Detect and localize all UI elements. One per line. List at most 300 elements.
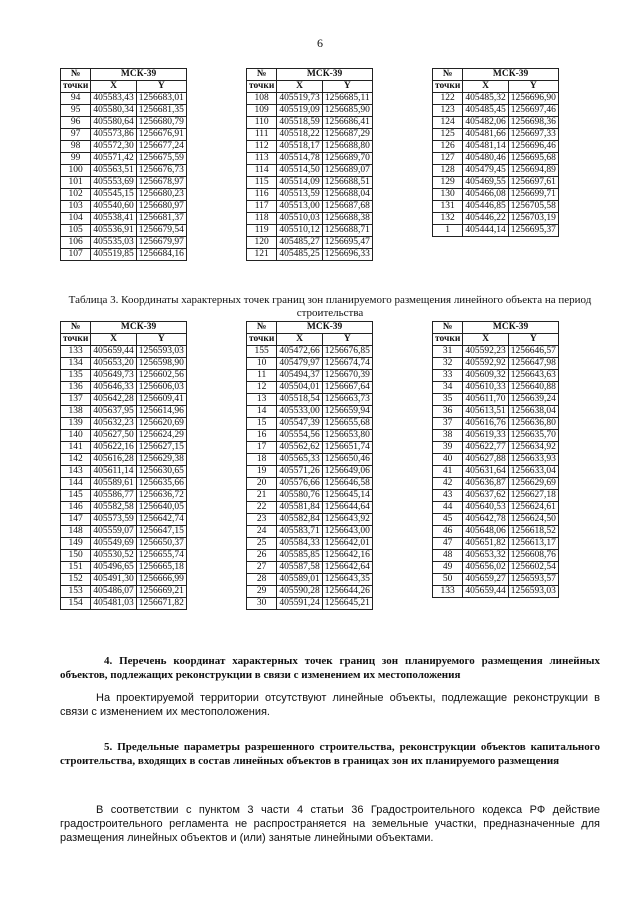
coord-x: 405585,85	[277, 550, 322, 562]
point-number: 152	[61, 574, 91, 586]
table-row	[433, 454, 559, 466]
table-row	[61, 478, 187, 490]
table-row	[247, 93, 373, 105]
coords-table	[432, 321, 559, 598]
coord-y: 1256650,46	[322, 454, 372, 466]
coord-y: 1256593,03	[508, 586, 558, 598]
header-point-label: точки	[247, 81, 277, 93]
table-row	[247, 153, 373, 165]
point-number: 137	[61, 394, 91, 406]
header-x: X	[277, 81, 322, 93]
coord-x: 405580,76	[277, 490, 322, 502]
point-number: 154	[61, 598, 91, 610]
point-number: 10	[247, 358, 277, 370]
section-4-heading: 4. Перечень координат характерных точек границ зон планируемого размещения линейных объектов, подлежащих реконструкции в связи с изменением их местоположения	[60, 655, 600, 681]
header-row	[247, 69, 373, 81]
table-row	[247, 213, 373, 225]
table-row	[247, 346, 373, 358]
table-row	[433, 141, 559, 153]
coord-y: 1256643,00	[322, 526, 372, 538]
coord-x: 405659,44	[91, 346, 136, 358]
coord-y: 1256681,37	[136, 213, 186, 225]
point-number: 119	[247, 225, 277, 237]
point-number: 29	[247, 586, 277, 598]
coord-x: 405514,50	[277, 165, 322, 177]
table-row	[247, 418, 373, 430]
coord-y: 1256642,64	[322, 562, 372, 574]
coord-y: 1256638,04	[508, 406, 558, 418]
coord-y: 1256696,33	[322, 249, 372, 261]
coord-y: 1256680,23	[136, 189, 186, 201]
header-row	[247, 81, 373, 93]
header-row	[247, 334, 373, 346]
coord-x: 405553,69	[91, 177, 136, 189]
table-row	[61, 249, 187, 261]
point-number: 133	[61, 346, 91, 358]
header-row	[61, 69, 187, 81]
coord-y: 1256671,82	[136, 598, 186, 610]
header-point-number: №	[61, 322, 91, 334]
coord-x: 405519,85	[91, 249, 136, 261]
coord-x: 405584,33	[277, 538, 322, 550]
table-row	[247, 586, 373, 598]
coord-x: 405545,15	[91, 189, 136, 201]
point-number: 22	[247, 502, 277, 514]
coord-x: 405642,78	[463, 514, 508, 526]
table-row	[247, 141, 373, 153]
coord-x: 405536,91	[91, 225, 136, 237]
coord-x: 405580,34	[91, 105, 136, 117]
coord-x: 405559,07	[91, 526, 136, 538]
coord-y: 1256688,04	[322, 189, 372, 201]
point-number: 41	[433, 466, 463, 478]
point-number: 135	[61, 370, 91, 382]
coord-x: 405622,16	[91, 442, 136, 454]
coord-y: 1256635,70	[508, 430, 558, 442]
coord-y: 1256618,52	[508, 526, 558, 538]
coord-y: 1256689,70	[322, 153, 372, 165]
table-row	[61, 177, 187, 189]
table-row	[61, 514, 187, 526]
coord-x: 405659,27	[463, 574, 508, 586]
coord-x: 405496,65	[91, 562, 136, 574]
coord-x: 405510,03	[277, 213, 322, 225]
point-number: 19	[247, 466, 277, 478]
coord-x: 405562,62	[277, 442, 322, 454]
point-number: 123	[433, 105, 463, 117]
coord-y: 1256676,73	[136, 165, 186, 177]
table-row	[433, 478, 559, 490]
header-coord-system: МСК-39	[91, 322, 187, 334]
table-row	[61, 165, 187, 177]
coord-y: 1256624,29	[136, 430, 186, 442]
point-number: 120	[247, 237, 277, 249]
header-row	[247, 322, 373, 334]
table-row	[433, 466, 559, 478]
header-point-label: точки	[433, 81, 463, 93]
coord-y: 1256688,80	[322, 141, 372, 153]
point-number: 101	[61, 177, 91, 189]
coord-x: 405582,58	[91, 502, 136, 514]
table-row	[61, 442, 187, 454]
table-row	[433, 189, 559, 201]
coord-x: 405583,43	[91, 93, 136, 105]
point-number: 144	[61, 478, 91, 490]
coord-x: 405591,24	[277, 598, 322, 610]
header-y: Y	[508, 334, 558, 346]
coord-x: 405589,61	[91, 478, 136, 490]
table-row	[433, 586, 559, 598]
coord-x: 405659,44	[463, 586, 508, 598]
coord-x: 405640,53	[463, 502, 508, 514]
coord-y: 1256666,99	[136, 574, 186, 586]
header-coord-system: МСК-39	[277, 69, 373, 81]
point-number: 102	[61, 189, 91, 201]
point-number: 128	[433, 165, 463, 177]
point-number: 136	[61, 382, 91, 394]
table-row	[61, 562, 187, 574]
table-row	[61, 586, 187, 598]
point-number: 14	[247, 406, 277, 418]
coord-x: 405642,28	[91, 394, 136, 406]
coord-x: 405485,25	[277, 249, 322, 261]
coord-x: 405587,58	[277, 562, 322, 574]
coord-x: 405627,88	[463, 454, 508, 466]
point-number: 17	[247, 442, 277, 454]
coord-x: 405636,87	[463, 478, 508, 490]
coord-y: 1256680,79	[136, 117, 186, 129]
coord-y: 1256629,69	[508, 478, 558, 490]
coord-x: 405632,23	[91, 418, 136, 430]
point-number: 108	[247, 93, 277, 105]
coord-x: 405486,07	[91, 586, 136, 598]
coord-y: 1256609,41	[136, 394, 186, 406]
coord-y: 1256695,37	[508, 225, 558, 237]
coord-y: 1256678,97	[136, 177, 186, 189]
coord-x: 405592,23	[463, 346, 508, 358]
table-row	[247, 165, 373, 177]
point-number: 30	[247, 598, 277, 610]
coord-y: 1256630,65	[136, 466, 186, 478]
table-row	[61, 490, 187, 502]
coord-y: 1256629,38	[136, 454, 186, 466]
point-number: 34	[433, 382, 463, 394]
table-row	[247, 442, 373, 454]
table-row	[61, 394, 187, 406]
point-number: 50	[433, 574, 463, 586]
table-row	[433, 550, 559, 562]
point-number: 112	[247, 141, 277, 153]
point-number: 16	[247, 430, 277, 442]
table-row	[247, 526, 373, 538]
coord-x: 405518,22	[277, 129, 322, 141]
coord-y: 1256674,74	[322, 358, 372, 370]
point-number: 103	[61, 201, 91, 213]
coord-y: 1256642,16	[322, 550, 372, 562]
coord-x: 405653,20	[91, 358, 136, 370]
header-y: Y	[322, 81, 372, 93]
coord-y: 1256695,68	[508, 153, 558, 165]
point-number: 27	[247, 562, 277, 574]
coord-y: 1256685,90	[322, 105, 372, 117]
header-point-number: №	[433, 69, 463, 81]
table-row	[61, 117, 187, 129]
header-row	[61, 81, 187, 93]
table-row	[433, 538, 559, 550]
table-row	[247, 514, 373, 526]
coord-x: 405613,51	[463, 406, 508, 418]
coord-y: 1256653,80	[322, 430, 372, 442]
coord-y: 1256635,66	[136, 478, 186, 490]
point-number: 31	[433, 346, 463, 358]
point-number: 131	[433, 201, 463, 213]
point-number: 121	[247, 249, 277, 261]
coord-y: 1256645,14	[322, 490, 372, 502]
table-row	[61, 430, 187, 442]
coord-x: 405513,00	[277, 201, 322, 213]
coord-x: 405589,01	[277, 574, 322, 586]
table-row	[61, 225, 187, 237]
coord-y: 1256642,74	[136, 514, 186, 526]
coord-x: 405571,42	[91, 153, 136, 165]
header-point-number: №	[247, 322, 277, 334]
table-row	[247, 406, 373, 418]
table-row	[433, 430, 559, 442]
table-row	[433, 225, 559, 237]
coord-x: 405444,14	[463, 225, 508, 237]
table-row	[61, 213, 187, 225]
point-number: 24	[247, 526, 277, 538]
coord-y: 1256636,72	[136, 490, 186, 502]
coord-y: 1256643,63	[508, 370, 558, 382]
table-row	[433, 346, 559, 358]
coord-y: 1256643,92	[322, 514, 372, 526]
table-row	[433, 165, 559, 177]
coord-y: 1256689,07	[322, 165, 372, 177]
header-row	[433, 334, 559, 346]
coord-y: 1256650,37	[136, 538, 186, 550]
coord-x: 405583,71	[277, 526, 322, 538]
point-number: 132	[433, 213, 463, 225]
coord-y: 1256598,90	[136, 358, 186, 370]
header-row	[433, 69, 559, 81]
coord-x: 405510,12	[277, 225, 322, 237]
coord-x: 405485,27	[277, 237, 322, 249]
coord-x: 405491,30	[91, 574, 136, 586]
point-number: 127	[433, 153, 463, 165]
coord-x: 405480,46	[463, 153, 508, 165]
point-number: 15	[247, 418, 277, 430]
table-row	[247, 598, 373, 610]
table-row	[61, 382, 187, 394]
point-number: 116	[247, 189, 277, 201]
coord-y: 1256636,80	[508, 418, 558, 430]
coord-x: 405592,92	[463, 358, 508, 370]
coord-x: 405610,33	[463, 382, 508, 394]
coord-x: 405547,39	[277, 418, 322, 430]
header-coord-system: МСК-39	[463, 69, 559, 81]
coord-x: 405656,02	[463, 562, 508, 574]
header-x: X	[91, 81, 136, 93]
coord-x: 405611,14	[91, 466, 136, 478]
coord-x: 405518,54	[277, 394, 322, 406]
point-number: 33	[433, 370, 463, 382]
point-number: 124	[433, 117, 463, 129]
table-row	[247, 454, 373, 466]
coord-x: 405518,17	[277, 141, 322, 153]
table-row	[61, 346, 187, 358]
point-number: 39	[433, 442, 463, 454]
point-number: 95	[61, 105, 91, 117]
point-number: 26	[247, 550, 277, 562]
coord-x: 405576,66	[277, 478, 322, 490]
point-number: 109	[247, 105, 277, 117]
coord-x: 405514,78	[277, 153, 322, 165]
coord-y: 1256697,33	[508, 129, 558, 141]
table-row	[247, 370, 373, 382]
point-number: 117	[247, 201, 277, 213]
point-number: 36	[433, 406, 463, 418]
coord-y: 1256686,41	[322, 117, 372, 129]
point-number: 139	[61, 418, 91, 430]
point-number: 142	[61, 454, 91, 466]
table-row	[61, 189, 187, 201]
table-row	[433, 105, 559, 117]
table-row	[433, 418, 559, 430]
table-row	[61, 370, 187, 382]
table-row	[247, 394, 373, 406]
coord-y: 1256669,21	[136, 586, 186, 598]
coord-y: 1256633,93	[508, 454, 558, 466]
coord-y: 1256640,05	[136, 502, 186, 514]
section-5-text: В соответствии с пунктом 3 части 4 статьи 36 Градостроительного кодекса РФ действие градостроительного регламента не распространяется на земельные участки, предназначенные для размещения линейных объектов и (или) занятые линейными объектами.	[60, 804, 600, 844]
point-number: 118	[247, 213, 277, 225]
coord-y: 1256627,15	[136, 442, 186, 454]
table-row	[433, 370, 559, 382]
coords-table	[432, 68, 559, 237]
coord-y: 1256639,24	[508, 394, 558, 406]
table-row	[247, 189, 373, 201]
table-caption: Таблица 3. Координаты характерных точек границ зон планируемого размещения линейного объекта на период строительства	[68, 294, 592, 319]
point-number: 35	[433, 394, 463, 406]
table-row	[247, 358, 373, 370]
coord-x: 405485,45	[463, 105, 508, 117]
point-number: 113	[247, 153, 277, 165]
header-y: Y	[508, 81, 558, 93]
coord-y: 1256688,51	[322, 177, 372, 189]
coord-y: 1256655,68	[322, 418, 372, 430]
table-row	[433, 442, 559, 454]
table-row	[247, 237, 373, 249]
point-number: 11	[247, 370, 277, 382]
coord-y: 1256593,57	[508, 574, 558, 586]
coord-x: 405519,09	[277, 105, 322, 117]
point-number: 18	[247, 454, 277, 466]
header-x: X	[463, 81, 508, 93]
coord-x: 405481,03	[91, 598, 136, 610]
table-row	[247, 550, 373, 562]
point-number: 40	[433, 454, 463, 466]
point-number: 12	[247, 382, 277, 394]
coord-y: 1256675,59	[136, 153, 186, 165]
point-number: 38	[433, 430, 463, 442]
coord-x: 405549,69	[91, 538, 136, 550]
point-number: 129	[433, 177, 463, 189]
coord-y: 1256649,06	[322, 466, 372, 478]
coord-x: 405573,59	[91, 514, 136, 526]
table-row	[433, 201, 559, 213]
coord-x: 405518,59	[277, 117, 322, 129]
coord-y: 1256696,90	[508, 93, 558, 105]
point-number: 155	[247, 346, 277, 358]
coord-y: 1256697,46	[508, 105, 558, 117]
coord-y: 1256696,46	[508, 141, 558, 153]
coord-y: 1256655,74	[136, 550, 186, 562]
point-number: 107	[61, 249, 91, 261]
coords-table	[60, 68, 187, 261]
point-number: 96	[61, 117, 91, 129]
point-number: 42	[433, 478, 463, 490]
table-row	[247, 249, 373, 261]
coord-x: 405446,85	[463, 201, 508, 213]
coord-y: 1256667,64	[322, 382, 372, 394]
point-number: 151	[61, 562, 91, 574]
table-row	[433, 129, 559, 141]
coord-x: 405481,14	[463, 141, 508, 153]
point-number: 106	[61, 237, 91, 249]
table-row	[247, 562, 373, 574]
point-number: 105	[61, 225, 91, 237]
point-number: 25	[247, 538, 277, 550]
coord-y: 1256685,11	[322, 93, 372, 105]
point-number: 134	[61, 358, 91, 370]
point-number: 32	[433, 358, 463, 370]
coords-table	[60, 321, 187, 610]
coord-x: 405504,01	[277, 382, 322, 394]
header-point-label: точки	[433, 334, 463, 346]
coord-y: 1256644,64	[322, 502, 372, 514]
coord-y: 1256633,04	[508, 466, 558, 478]
point-number: 99	[61, 153, 91, 165]
coord-y: 1256634,92	[508, 442, 558, 454]
point-number: 43	[433, 490, 463, 502]
coord-x: 405513,59	[277, 189, 322, 201]
coord-x: 405649,73	[91, 370, 136, 382]
coord-x: 405571,26	[277, 466, 322, 478]
header-row	[433, 81, 559, 93]
coord-x: 405446,22	[463, 213, 508, 225]
point-number: 46	[433, 526, 463, 538]
point-number: 150	[61, 550, 91, 562]
table-row	[61, 418, 187, 430]
point-number: 114	[247, 165, 277, 177]
point-number: 140	[61, 430, 91, 442]
table-row	[247, 502, 373, 514]
point-number: 20	[247, 478, 277, 490]
coord-x: 405481,66	[463, 129, 508, 141]
coord-x: 405616,28	[91, 454, 136, 466]
header-row	[433, 322, 559, 334]
table-row	[433, 382, 559, 394]
coord-x: 405540,60	[91, 201, 136, 213]
table-row	[433, 213, 559, 225]
coord-x: 405554,56	[277, 430, 322, 442]
table-row	[61, 454, 187, 466]
coord-x: 405648,06	[463, 526, 508, 538]
coord-x: 405581,84	[277, 502, 322, 514]
point-number: 149	[61, 538, 91, 550]
point-number: 125	[433, 129, 463, 141]
